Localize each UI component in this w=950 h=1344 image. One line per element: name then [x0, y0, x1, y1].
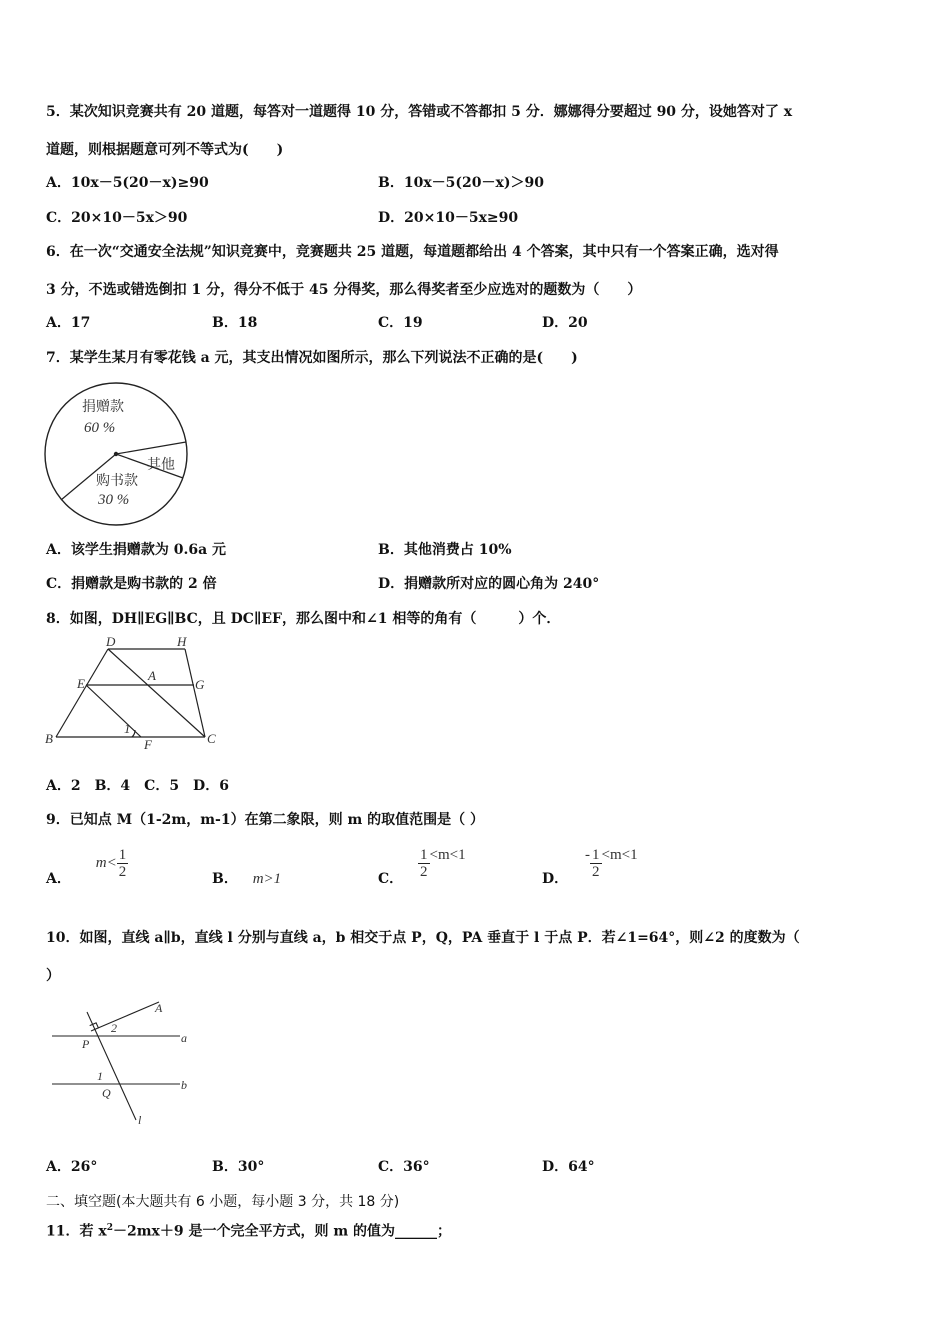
q9-option-d-minus: -	[585, 847, 591, 863]
q9-line1: 9．已知点 M（1-2m，m-1）在第二象限，则 m 的取值范围是（ ）	[46, 812, 485, 828]
pie-label-donation: 捐赠款	[82, 399, 124, 415]
q5-option-c: C．20×10－5x＞90	[46, 210, 188, 226]
q5-option-b: B．10x－5(20－x)＞90	[378, 175, 544, 191]
q7-pie-chart	[40, 382, 192, 526]
q9-option-c-text: <m<1	[429, 847, 466, 863]
q9-option-c-fraction	[418, 847, 430, 880]
line-dc	[108, 649, 205, 737]
q7-option-b: B．其他消费占 10%	[378, 542, 512, 558]
q9-option-d-text: <m<1	[601, 847, 638, 863]
pie-pct-donation: 60 %	[84, 420, 116, 436]
frac-den: 2	[592, 864, 600, 881]
angle-1-arc	[132, 730, 135, 737]
q10-option-d: D．64°	[542, 1159, 595, 1175]
label-c: C	[207, 731, 216, 746]
line-db	[56, 649, 108, 737]
q6-line2: 3 分，不选或错选倒扣 1 分，得分不低于 45 分得奖，那么得奖者至少应选对的题数为（ ）	[46, 282, 642, 298]
label-q: Q	[102, 1086, 111, 1100]
frac-num: 1	[118, 847, 127, 864]
label-b: B	[45, 731, 53, 746]
q7-option-a: A．该学生捐赠款为 0.6a 元	[46, 542, 227, 558]
label-line-a: a	[181, 1031, 187, 1045]
label-f: F	[144, 737, 152, 752]
section-2-heading: 二、填空题(本大题共有 6 小题，每小题 3 分，共 18 分)	[46, 1194, 400, 1210]
q6-option-a: A．17	[46, 315, 91, 331]
line-ef	[86, 685, 141, 737]
q5-option-a: A．10x－5(20－x)≥90	[46, 175, 209, 191]
pie-label-books: 购书款	[96, 473, 138, 489]
pie-center	[114, 452, 118, 456]
q7-option-c: C．捐赠款是购书款的 2 倍	[46, 576, 217, 592]
frac-num: 1	[592, 847, 600, 864]
q9-option-b-text: m>1	[252, 871, 282, 887]
label-angle-1: 1	[124, 721, 131, 736]
q11-line	[46, 1218, 451, 1242]
q10-option-b: B．30°	[212, 1159, 265, 1175]
label-angle-1: 1	[97, 1069, 103, 1083]
q5-line2: 道题，则根据题意可列不等式为( )	[46, 142, 284, 158]
q7-option-d: D．捐赠款所对应的圆心角为 240°	[378, 576, 600, 592]
q9-option-a-label: A．	[46, 871, 71, 887]
q5-option-d: D．20×10－5x≥90	[378, 210, 519, 226]
q9-option-c	[378, 845, 466, 887]
pie-label-other: 其他	[147, 457, 175, 473]
label-a-point: A	[155, 1001, 163, 1015]
q8-trapezoid-figure	[40, 632, 225, 754]
q10-line2: ）	[46, 968, 60, 984]
label-line-b: b	[181, 1078, 187, 1092]
ray-pa	[91, 1002, 159, 1031]
frac-den: 2	[118, 864, 127, 881]
label-a: A	[148, 668, 156, 683]
q7-line1: 7．某学生某月有零花钱 a 元，其支出情况如图所示，那么下列说法不正确的是( )	[46, 350, 578, 366]
frac-num: 1	[420, 847, 428, 864]
q10-option-c: C．36°	[378, 1159, 430, 1175]
line-hc	[185, 649, 205, 737]
label-g: G	[195, 677, 205, 692]
label-d: D	[106, 634, 116, 649]
q11-post: －2mx＋9 是一个完全平方式，则 m 的值为______；	[112, 1223, 452, 1240]
q9-option-a-text: m<	[95, 855, 117, 871]
q11-sup: 2	[106, 1223, 113, 1233]
pie-pct-books: 30 %	[98, 492, 130, 508]
q8-line1: 8．如图，DH∥EG∥BC，且 DC∥EF，那么图中和∠1 相等的角有（ ）个．	[46, 611, 561, 627]
frac-den: 2	[420, 864, 428, 881]
q8-options: A．2 B．4 C．5 D．6	[46, 778, 229, 794]
q9-option-b	[212, 869, 281, 889]
label-p: P	[82, 1037, 90, 1051]
q6-option-c: C．19	[378, 315, 423, 331]
q11-pre: 11．若 x	[46, 1223, 107, 1240]
q6-option-b: B．18	[212, 315, 258, 331]
q6-line1: 6．在一次“交通安全法规”知识竞赛中，竞赛题共 25 道题，每道题都给出 4 个答案，其中只有一个答案正确，选对得	[46, 244, 779, 260]
q9-option-d-label: D．	[542, 871, 569, 887]
q9-option-d	[542, 845, 638, 887]
q9-option-a-fraction	[117, 847, 129, 880]
label-angle-2: 2	[111, 1021, 117, 1035]
label-line-l: l	[138, 1113, 142, 1127]
label-h: H	[177, 634, 187, 649]
q9-option-b-label: B．	[212, 871, 238, 887]
q9-option-a	[46, 845, 127, 887]
label-e: E	[77, 676, 85, 691]
q6-option-d: D．20	[542, 315, 588, 331]
q10-parallel-lines-figure	[40, 992, 200, 1132]
q10-option-a: A．26°	[46, 1159, 98, 1175]
pie-divider-1	[116, 442, 186, 454]
q9-option-c-label: C．	[378, 871, 404, 887]
q10-line1: 10．如图，直线 a∥b，直线 l 分别与直线 a，b 相交于点 P，Q，PA 垂直于 l 于点 P．若∠1=64°，则∠2 的度数为（	[46, 930, 800, 946]
q5-line1: 5．某次知识竞赛共有 20 道题，每答对一道题得 10 分，答错或不答都扣 5 分．娜娜得分要超过 90 分，设她答对了 x	[46, 104, 793, 120]
q9-option-d-fraction	[590, 847, 602, 880]
